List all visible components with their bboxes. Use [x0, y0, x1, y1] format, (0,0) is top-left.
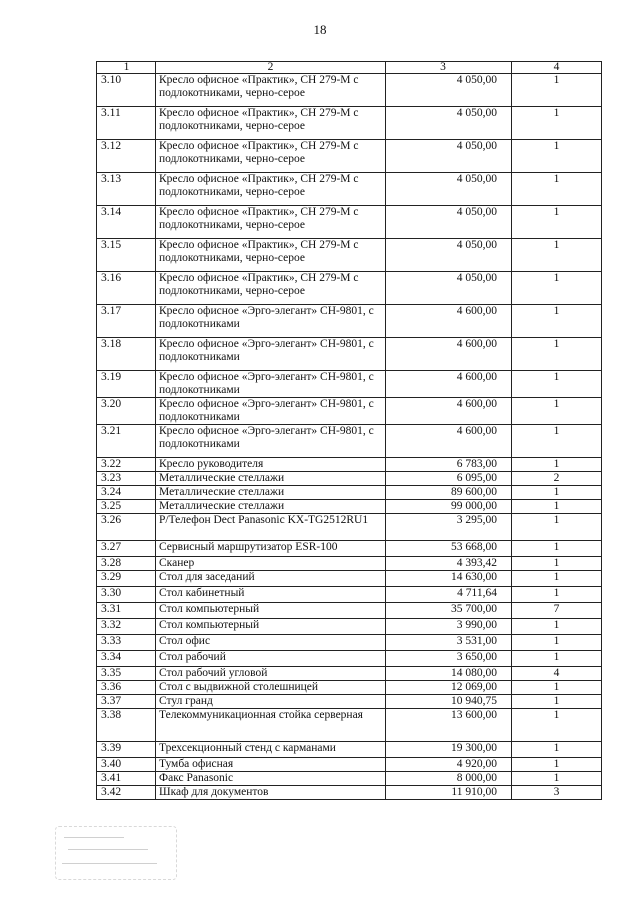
item-name: Кресло офисное «Практик», СН 279-М с подлокотниками, черно-серое	[156, 272, 386, 305]
table-row	[97, 772, 602, 786]
item-price: 6 783,00	[386, 458, 512, 472]
item-price: 4 050,00	[386, 107, 512, 140]
row-number: 3.20	[97, 398, 156, 425]
item-quantity: 1	[512, 140, 602, 173]
table-row	[97, 709, 602, 742]
row-number: 3.31	[97, 603, 156, 619]
item-name: Кресло офисное «Эрго-элегант» СН-9801, с подлокотниками	[156, 338, 386, 371]
item-quantity: 1	[512, 338, 602, 371]
table-row	[97, 206, 602, 239]
table-row	[97, 140, 602, 173]
item-price: 4 600,00	[386, 425, 512, 458]
item-name: Факс Panasonic	[156, 772, 386, 786]
item-price: 13 600,00	[386, 709, 512, 742]
item-quantity: 1	[512, 486, 602, 500]
table-row	[97, 695, 602, 709]
faint-stamp-mark	[55, 826, 177, 880]
header-col-1: 1	[97, 62, 156, 74]
table-row	[97, 371, 602, 398]
item-quantity: 1	[512, 758, 602, 772]
item-quantity: 3	[512, 786, 602, 800]
table-row	[97, 425, 602, 458]
table-row	[97, 472, 602, 486]
item-quantity: 1	[512, 371, 602, 398]
table-row	[97, 173, 602, 206]
item-name: Стол компьютерный	[156, 603, 386, 619]
row-number: 3.24	[97, 486, 156, 500]
item-price: 6 095,00	[386, 472, 512, 486]
row-number: 3.37	[97, 695, 156, 709]
item-price: 3 295,00	[386, 514, 512, 541]
table-row	[97, 651, 602, 667]
row-number: 3.19	[97, 371, 156, 398]
item-quantity: 1	[512, 272, 602, 305]
item-price: 8 000,00	[386, 772, 512, 786]
item-name: Стол кабинетный	[156, 587, 386, 603]
table-row	[97, 667, 602, 681]
item-name: Кресло офисное «Практик», СН 279-М с подлокотниками, черно-серое	[156, 239, 386, 272]
item-price: 3 990,00	[386, 619, 512, 635]
table-row	[97, 635, 602, 651]
item-price: 3 650,00	[386, 651, 512, 667]
row-number: 3.40	[97, 758, 156, 772]
row-number: 3.38	[97, 709, 156, 742]
item-quantity: 1	[512, 305, 602, 338]
row-number: 3.26	[97, 514, 156, 541]
inventory-table	[96, 61, 602, 800]
row-number: 3.33	[97, 635, 156, 651]
item-name: Кресло руководителя	[156, 458, 386, 472]
table-row	[97, 742, 602, 758]
row-number: 3.35	[97, 667, 156, 681]
row-number: 3.18	[97, 338, 156, 371]
item-quantity: 1	[512, 107, 602, 140]
item-quantity: 1	[512, 742, 602, 758]
item-name: Кресло офисное «Практик», СН 279-М с подлокотниками, черно-серое	[156, 140, 386, 173]
row-number: 3.42	[97, 786, 156, 800]
item-price: 19 300,00	[386, 742, 512, 758]
item-quantity: 1	[512, 398, 602, 425]
item-name: Тумба офисная	[156, 758, 386, 772]
table-row	[97, 758, 602, 772]
table-row	[97, 338, 602, 371]
item-quantity: 1	[512, 587, 602, 603]
item-name: Стол рабочий	[156, 651, 386, 667]
table-row	[97, 107, 602, 140]
item-name: Металлические стеллажи	[156, 472, 386, 486]
item-name: Стул гранд	[156, 695, 386, 709]
item-price: 4 711,64	[386, 587, 512, 603]
row-number: 3.17	[97, 305, 156, 338]
item-name: Кресло офисное «Эрго-элегант» СН-9801, с подлокотниками	[156, 425, 386, 458]
item-price: 4 050,00	[386, 272, 512, 305]
row-number: 3.41	[97, 772, 156, 786]
item-name: Стол с выдвижной столешницей	[156, 681, 386, 695]
item-price: 3 531,00	[386, 635, 512, 651]
item-price: 4 050,00	[386, 140, 512, 173]
item-name: Металлические стеллажи	[156, 500, 386, 514]
table-row	[97, 239, 602, 272]
row-number: 3.22	[97, 458, 156, 472]
item-name: Сервисный маршрутизатор ESR-100	[156, 541, 386, 557]
item-price: 14 630,00	[386, 571, 512, 587]
item-quantity: 1	[512, 619, 602, 635]
item-name: Кресло офисное «Практик», СН 279-М с подлокотниками, черно-серое	[156, 206, 386, 239]
inventory-table-body	[97, 62, 602, 800]
row-number: 3.27	[97, 541, 156, 557]
item-price: 11 910,00	[386, 786, 512, 800]
row-number: 3.11	[97, 107, 156, 140]
item-name: Стол компьютерный	[156, 619, 386, 635]
table-header-row	[97, 62, 602, 74]
item-price: 53 668,00	[386, 541, 512, 557]
item-quantity: 1	[512, 571, 602, 587]
item-quantity: 1	[512, 239, 602, 272]
item-name: Кресло офисное «Эрго-элегант» СН-9801, с подлокотниками	[156, 305, 386, 338]
table-row	[97, 486, 602, 500]
row-number: 3.39	[97, 742, 156, 758]
item-price: 4 600,00	[386, 398, 512, 425]
table-row	[97, 619, 602, 635]
table-row	[97, 603, 602, 619]
table-row	[97, 272, 602, 305]
item-name: Стол для заседаний	[156, 571, 386, 587]
row-number: 3.34	[97, 651, 156, 667]
item-price: 12 069,00	[386, 681, 512, 695]
item-quantity: 7	[512, 603, 602, 619]
item-quantity: 1	[512, 74, 602, 107]
item-price: 4 920,00	[386, 758, 512, 772]
item-name: Р/Телефон Dect Panasonic KX-TG2512RU1	[156, 514, 386, 541]
header-col-2: 2	[156, 62, 386, 74]
item-quantity: 1	[512, 695, 602, 709]
item-name: Шкаф для документов	[156, 786, 386, 800]
item-name: Кресло офисное «Практик», СН 279-М с подлокотниками, черно-серое	[156, 74, 386, 107]
item-name: Металлические стеллажи	[156, 486, 386, 500]
table-row	[97, 514, 602, 541]
item-price: 99 000,00	[386, 500, 512, 514]
table-row	[97, 74, 602, 107]
item-price: 89 600,00	[386, 486, 512, 500]
item-quantity: 1	[512, 425, 602, 458]
table-row	[97, 458, 602, 472]
row-number: 3.12	[97, 140, 156, 173]
row-number: 3.30	[97, 587, 156, 603]
table-row	[97, 398, 602, 425]
row-number: 3.15	[97, 239, 156, 272]
item-name: Кресло офисное «Эрго-элегант» СН-9801, с подлокотниками	[156, 398, 386, 425]
item-price: 4 600,00	[386, 338, 512, 371]
item-quantity: 2	[512, 472, 602, 486]
row-number: 3.14	[97, 206, 156, 239]
header-col-3: 3	[386, 62, 512, 74]
item-quantity: 1	[512, 500, 602, 514]
table-row	[97, 557, 602, 571]
row-number: 3.23	[97, 472, 156, 486]
item-quantity: 1	[512, 635, 602, 651]
table-row	[97, 786, 602, 800]
item-price: 4 393,42	[386, 557, 512, 571]
item-name: Кресло офисное «Практик», СН 279-М с подлокотниками, черно-серое	[156, 107, 386, 140]
item-quantity: 1	[512, 772, 602, 786]
row-number: 3.10	[97, 74, 156, 107]
item-price: 4 050,00	[386, 206, 512, 239]
table-row	[97, 305, 602, 338]
table-row	[97, 587, 602, 603]
table-row	[97, 500, 602, 514]
table-row	[97, 571, 602, 587]
item-quantity: 1	[512, 651, 602, 667]
row-number: 3.25	[97, 500, 156, 514]
item-quantity: 1	[512, 541, 602, 557]
item-quantity: 1	[512, 709, 602, 742]
row-number: 3.16	[97, 272, 156, 305]
item-quantity: 1	[512, 557, 602, 571]
page-number: 18	[313, 22, 327, 37]
item-name: Кресло офисное «Эрго-элегант» СН-9801, с подлокотниками	[156, 371, 386, 398]
item-price: 4 050,00	[386, 173, 512, 206]
item-quantity: 1	[512, 173, 602, 206]
item-price: 35 700,00	[386, 603, 512, 619]
item-price: 4 050,00	[386, 239, 512, 272]
header-col-4: 4	[512, 62, 602, 74]
item-price: 10 940,75	[386, 695, 512, 709]
item-name: Сканер	[156, 557, 386, 571]
item-quantity: 1	[512, 206, 602, 239]
item-price: 4 600,00	[386, 305, 512, 338]
item-quantity: 4	[512, 667, 602, 681]
item-quantity: 1	[512, 458, 602, 472]
table-row	[97, 681, 602, 695]
item-name: Кресло офисное «Практик», СН 279-М с подлокотниками, черно-серое	[156, 173, 386, 206]
item-price: 4 600,00	[386, 371, 512, 398]
item-price: 14 080,00	[386, 667, 512, 681]
item-quantity: 1	[512, 681, 602, 695]
item-name: Стол офис	[156, 635, 386, 651]
row-number: 3.28	[97, 557, 156, 571]
row-number: 3.21	[97, 425, 156, 458]
table-row	[97, 541, 602, 557]
item-price: 4 050,00	[386, 74, 512, 107]
item-name: Стол рабочий угловой	[156, 667, 386, 681]
row-number: 3.29	[97, 571, 156, 587]
row-number: 3.36	[97, 681, 156, 695]
row-number: 3.13	[97, 173, 156, 206]
item-quantity: 1	[512, 514, 602, 541]
item-name: Трехсекционный стенд с карманами	[156, 742, 386, 758]
row-number: 3.32	[97, 619, 156, 635]
item-name: Телекоммуникационная стойка серверная	[156, 709, 386, 742]
